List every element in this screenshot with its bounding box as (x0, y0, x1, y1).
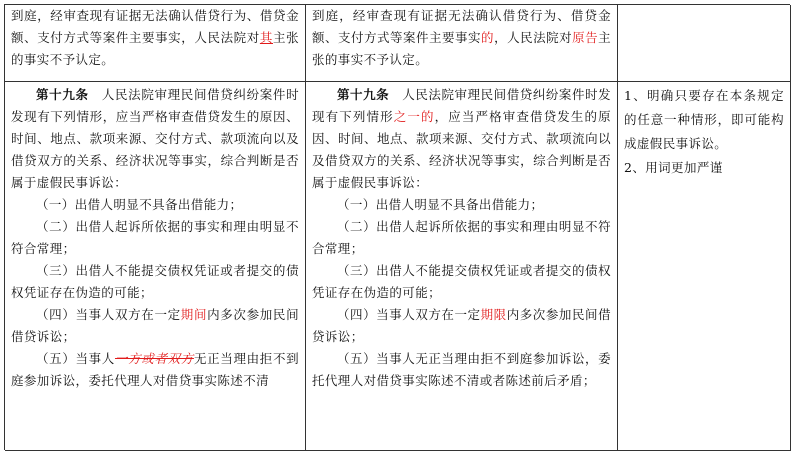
list-item: （三）出借人不能提交债权凭证或者提交的债权凭证存在伪造的可能； (11, 263, 299, 300)
list-item: （四）当事人双方在一定期间内多次参加民间借贷诉讼； (11, 307, 299, 344)
changed-text: 期间 (180, 307, 208, 322)
note-cell (618, 5, 791, 82)
changed-text: 原告 (572, 30, 599, 45)
new-text-cell (306, 82, 618, 451)
table-row (5, 5, 791, 82)
article-intro: 第十九条 人民法院审理民间借贷纠纷案件时发现有下列情形之一的，应当严格审查借贷发生的原因、时间、地点、款项来源、交付方式、款项流向以及借贷双方的关系、经济状况等事实，综合判断是否属于虚假民事诉讼： (312, 87, 612, 190)
comparison-table (4, 4, 790, 450)
list-item: （四）当事人双方在一定期限内多次参加民间借贷诉讼； (312, 307, 611, 344)
list-item: （五）当事人一方或者双方无正当理由拒不到庭参加诉讼，委托代理人对借贷事实陈述不清 (11, 351, 300, 388)
note-item: 1、明确只要存在本条规定的任意一种情形，即可能构成虚假民事诉讼。 (624, 88, 784, 151)
article-intro: 第十九条 人民法院审理民间借贷纠纷案件时发现有下列情形，应当严格审查借贷发生的原因、时间、地点、款项来源、交付方式、款项流向以及借贷双方的关系、经济状况等事实，综合判断是否属于虚假民事诉讼： (11, 87, 299, 190)
new-paragraph: 到庭，经审查现有证据无法确认借贷行为、借贷金额、支付方式等案件主要事实的，人民法院对原告主张的事实不予认定。 (312, 8, 612, 67)
old-text-cell (5, 5, 306, 82)
changed-text: 期限 (480, 307, 507, 322)
list-item: （三）出借人不能提交债权凭证或者提交的债权凭证存在伪造的可能； (312, 263, 611, 300)
article-number: 第十九条 (36, 87, 89, 102)
inserted-mark: 其 (259, 30, 273, 45)
note-cell (618, 82, 791, 451)
list-item: （二）出借人起诉所依据的事实和理由明显不符合常理； (312, 219, 611, 256)
changed-text: 的 (481, 30, 495, 45)
note-item: 2、用词更加严谨 (624, 160, 723, 175)
list-item: （一）出借人明显不具备出借能力； (36, 197, 243, 212)
old-paragraph: 到庭，经审查现有证据无法确认借贷行为、借贷金额、支付方式等案件主要事实，人民法院对其主张的事实不予认定。 (11, 8, 299, 67)
list-item: （一）出借人明显不具备出借能力； (337, 197, 544, 212)
changed-text: 之一的 (393, 109, 435, 124)
list-item: （五）当事人无正当理由拒不到庭参加诉讼，委托代理人对借贷事实陈述不清或者陈述前后矛盾； (312, 351, 611, 388)
old-text-cell (5, 82, 306, 451)
article-number: 第十九条 (337, 87, 390, 102)
deleted-text: 一方或者双方 (114, 351, 194, 366)
table-row (5, 82, 791, 451)
list-item: （二）出借人起诉所依据的事实和理由明显不符合常理； (11, 219, 299, 256)
new-text-cell (306, 5, 618, 82)
